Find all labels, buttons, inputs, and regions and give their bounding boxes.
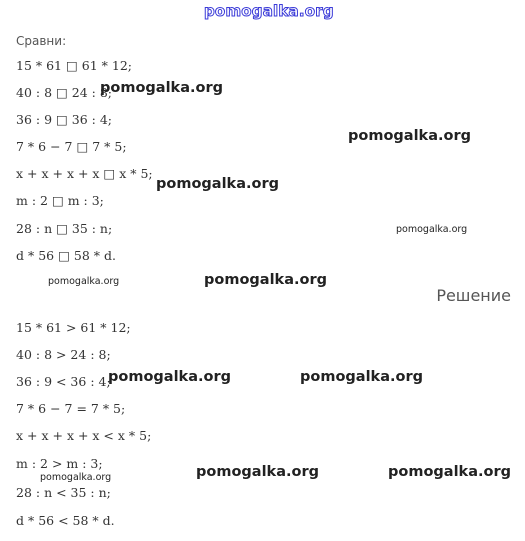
task-line: m : 2 □ m : 3; [16,193,104,208]
solution-title: Решение [436,286,511,305]
solution-line: m : 2 > m : 3; [16,456,103,471]
watermark: pomogalka.org [108,369,231,385]
watermark: pomogalka.org [48,276,120,287]
watermark: pomogalka.org [300,369,423,385]
task-line: 36 : 9 □ 36 : 4; [16,112,113,127]
solution-line: 28 : n < 35 : n; [16,485,111,500]
task-line: 7 * 6 − 7 □ 7 * 5; [16,139,127,154]
task-line: 40 : 8 □ 24 : 8; [16,85,113,100]
task-line: 28 : n □ 35 : n; [16,221,113,236]
solution-line: 7 * 6 − 7 = 7 * 5; [16,401,126,416]
task-label: Сравни: [16,34,67,48]
solution-line: 36 : 9 < 36 : 4; [16,374,111,389]
watermark: pomogalka.org [156,176,279,192]
watermark: pomogalka.org [40,472,112,483]
task-line: 15 * 61 □ 61 * 12; [16,58,132,73]
watermark: pomogalka.org [196,464,319,480]
solution-line: d * 56 < 58 * d. [16,513,115,528]
task-line: x + x + x + x □ x * 5; [16,166,153,181]
task-line: d * 56 □ 58 * d. [16,248,116,263]
watermark: pomogalka.org [388,464,511,480]
solution-line: x + x + x + x < x * 5; [16,428,152,443]
watermark: pomogalka.org [348,128,471,144]
watermark: pomogalka.org [100,80,223,96]
site-logo[interactable]: pomogalka.org [204,2,334,20]
solution-line: 40 : 8 > 24 : 8; [16,347,111,362]
watermark: pomogalka.org [204,272,327,288]
watermark: pomogalka.org [396,224,468,235]
solution-line: 15 * 61 > 61 * 12; [16,320,131,335]
